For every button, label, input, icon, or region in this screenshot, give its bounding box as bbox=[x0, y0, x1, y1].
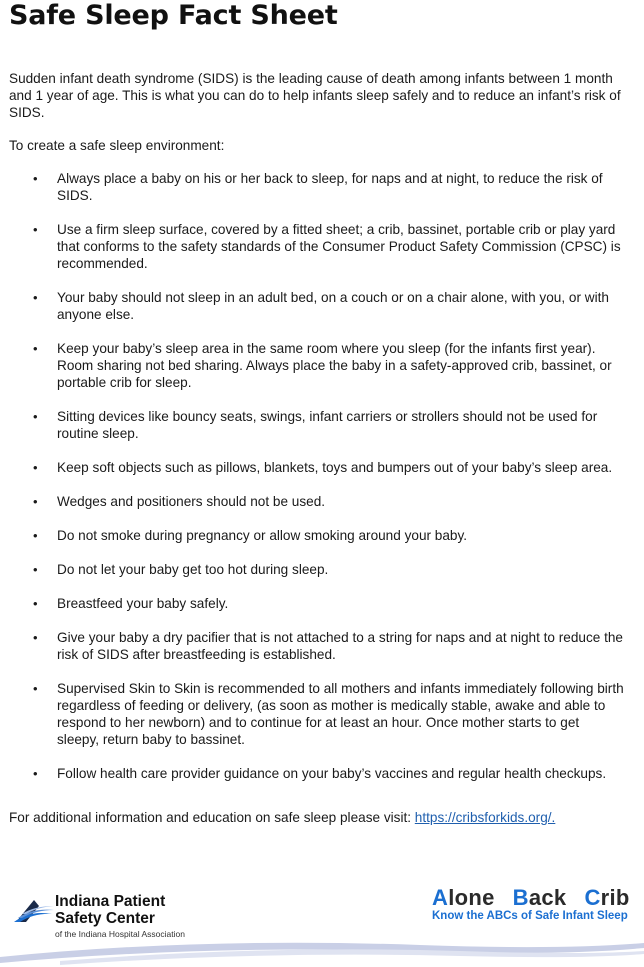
list-item-text: Use a firm sleep surface, covered by a fitted sheet; a crib, bassinet, portable crib or play yard that conforms to the safety standards of the Consumer Product Safety Commission (CPSC) is recommended. bbox=[57, 222, 621, 271]
list-item bbox=[0, 408, 644, 442]
footer-note bbox=[9, 809, 555, 826]
abc-word-back: ack bbox=[528, 885, 567, 910]
list-item-text: Keep soft objects such as pillows, blankets, toys and bumpers out of your baby’s sleep area. bbox=[57, 460, 613, 475]
bullet-icon: • bbox=[33, 341, 38, 356]
list-item-text: Wedges and positioners should not be used. bbox=[57, 494, 326, 509]
bullet-icon: • bbox=[33, 460, 38, 475]
cribsforkids-link[interactable]: https://cribsforkids.org/. bbox=[414, 810, 556, 825]
safe-sleep-list bbox=[0, 170, 644, 799]
footer-text: For additional information and education on safe sleep please visit: bbox=[9, 810, 415, 825]
list-item-text: Breastfeed your baby safely. bbox=[57, 596, 229, 611]
list-item-text: Sitting devices like bouncy seats, swings, infant carriers or strollers should not be used for routine sleep. bbox=[57, 409, 598, 441]
list-item-text: Your baby should not sleep in an adult bed, on a couch or on a chair alone, with you, or with anyone else. bbox=[57, 290, 609, 322]
abc-word-crib: rib bbox=[600, 885, 630, 910]
list-item-text: Give your baby a dry pacifier that is not attached to a string for naps and at night to reduce the risk of SIDS after breastfeeding is established. bbox=[57, 630, 623, 662]
abc-word-alone: lone bbox=[448, 885, 495, 910]
abc-letter-b: B bbox=[512, 885, 529, 910]
abc-logo-words bbox=[432, 886, 644, 910]
list-item-text: Supervised Skin to Skin is recommended to all mothers and infants immediately following birth regardless of feeding or delivery, (as soon as mother is medically stable, awake and able to respond to her newborn) and to continue for at least an hour. Once mother starts to get sleepy, return baby to bassinet. bbox=[57, 681, 624, 747]
bullet-icon: • bbox=[33, 528, 38, 543]
list-item bbox=[0, 170, 644, 204]
footer-swoosh-decoration bbox=[0, 935, 644, 967]
list-item bbox=[0, 340, 644, 391]
bullet-icon: • bbox=[33, 494, 38, 509]
list-item bbox=[0, 680, 644, 748]
list-item bbox=[0, 527, 644, 544]
bullet-icon: • bbox=[33, 630, 38, 645]
ipsc-logo-mark-icon bbox=[12, 896, 56, 924]
page-title: Safe Sleep Fact Sheet bbox=[9, 0, 338, 31]
bullet-icon: • bbox=[33, 409, 38, 424]
list-item bbox=[0, 493, 644, 510]
list-item bbox=[0, 221, 644, 272]
abc-logo bbox=[432, 886, 644, 926]
ipsc-subtitle: of the Indiana Hospital Association bbox=[55, 929, 185, 939]
list-item-text: Do not smoke during pregnancy or allow smoking around your baby. bbox=[57, 528, 468, 543]
list-item-text: Do not let your baby get too hot during sleep. bbox=[57, 562, 329, 577]
list-item-text: Always place a baby on his or her back to sleep, for naps and at night, to reduce the risk of SIDS. bbox=[57, 171, 603, 203]
list-item-text: Keep your baby’s sleep area in the same room where you sleep (for the infants first year). Room sharing not bed sharing. Always place the baby in a safety-approved crib, bassinet, or portable crib for sleep. bbox=[57, 341, 612, 390]
intro-paragraph: Sudden infant death syndrome (SIDS) is the leading cause of death among infants between 1 month and 1 year of age. This is what you can do to help infants sleep safely and to reduce an infant’s risk of SIDS. bbox=[9, 71, 621, 120]
list-lead-text: To create a safe sleep environment: bbox=[9, 138, 225, 153]
list-item bbox=[0, 595, 644, 612]
list-item bbox=[0, 629, 644, 663]
bullet-icon: • bbox=[33, 766, 38, 781]
list-item-text: Follow health care provider guidance on your baby’s vaccines and regular health checkups. bbox=[57, 766, 607, 781]
bullet-icon: • bbox=[33, 681, 38, 696]
bullet-icon: • bbox=[33, 596, 38, 611]
list-item bbox=[0, 765, 644, 782]
bullet-icon: • bbox=[33, 562, 38, 577]
bullet-icon: • bbox=[33, 171, 38, 186]
list-item bbox=[0, 289, 644, 323]
bullet-icon: • bbox=[33, 222, 38, 237]
ipsc-name: Indiana Patient Safety Center bbox=[55, 893, 166, 927]
abc-tagline: Know the ABCs of Safe Infant Sleep bbox=[432, 910, 628, 922]
abc-letter-c: C bbox=[584, 885, 601, 910]
list-item bbox=[0, 459, 644, 476]
list-item bbox=[0, 561, 644, 578]
abc-letter-a: A bbox=[432, 885, 449, 910]
bullet-icon: • bbox=[33, 290, 38, 305]
